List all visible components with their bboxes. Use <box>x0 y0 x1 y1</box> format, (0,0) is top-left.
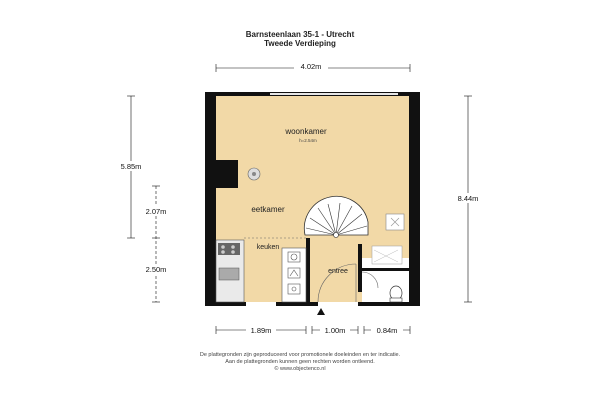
door-front-opening <box>318 302 358 306</box>
room-label-woonkamer: woonkamer <box>285 127 327 136</box>
stove-icon <box>218 243 240 255</box>
footer-disclaimer-2: Aan de plattegronden kunnen geen rechten worden ontleend. <box>225 359 375 365</box>
wall-kitchen <box>306 238 310 302</box>
dimension-left-label-mid: 2.07m <box>145 207 167 216</box>
dimension-top-label: 4.02m <box>300 62 322 71</box>
footer-copyright: © www.objectenco.nl <box>274 366 326 372</box>
plan-address: Barnsteenlaan 35-1 - Utrecht <box>245 30 355 39</box>
window-bottom <box>246 302 276 306</box>
entrance-arrow-icon <box>317 308 325 315</box>
washer-icon <box>288 252 300 262</box>
dimension-right-label: 8.44m <box>457 194 479 203</box>
coat-rack <box>372 246 402 264</box>
dimension-left-label-bottom: 2.50m <box>145 265 167 274</box>
sink-icon <box>219 268 239 280</box>
dimension-bottom-label-2: 1.00m <box>324 326 346 335</box>
wall-entree <box>358 244 362 292</box>
wall-left <box>205 92 216 306</box>
appliances <box>282 248 306 302</box>
room-label-keuken: keuken <box>256 244 280 251</box>
dimension-bottom-label-3: 0.84m <box>376 326 398 335</box>
entree-white-area <box>362 258 410 303</box>
wall-bottom <box>205 302 420 306</box>
wall-right <box>409 92 420 306</box>
footer-disclaimer-1: De plattegronden zijn geproduceerd voor promotionele doeleinden en ter indicatie. <box>199 352 401 358</box>
room-height-label: h=2.54m <box>299 138 317 143</box>
room-label-entree: entree <box>328 268 348 275</box>
boiler-icon <box>288 284 300 294</box>
wall-toilet <box>362 268 410 271</box>
dimension-left-label-total: 5.85m <box>120 162 142 171</box>
fireplace <box>216 160 238 188</box>
plan-floor: Tweede Verdieping <box>264 39 336 48</box>
room-label-eetkamer: eetkamer <box>251 205 285 214</box>
dimension-bottom-label-1: 1.89m <box>250 326 272 335</box>
